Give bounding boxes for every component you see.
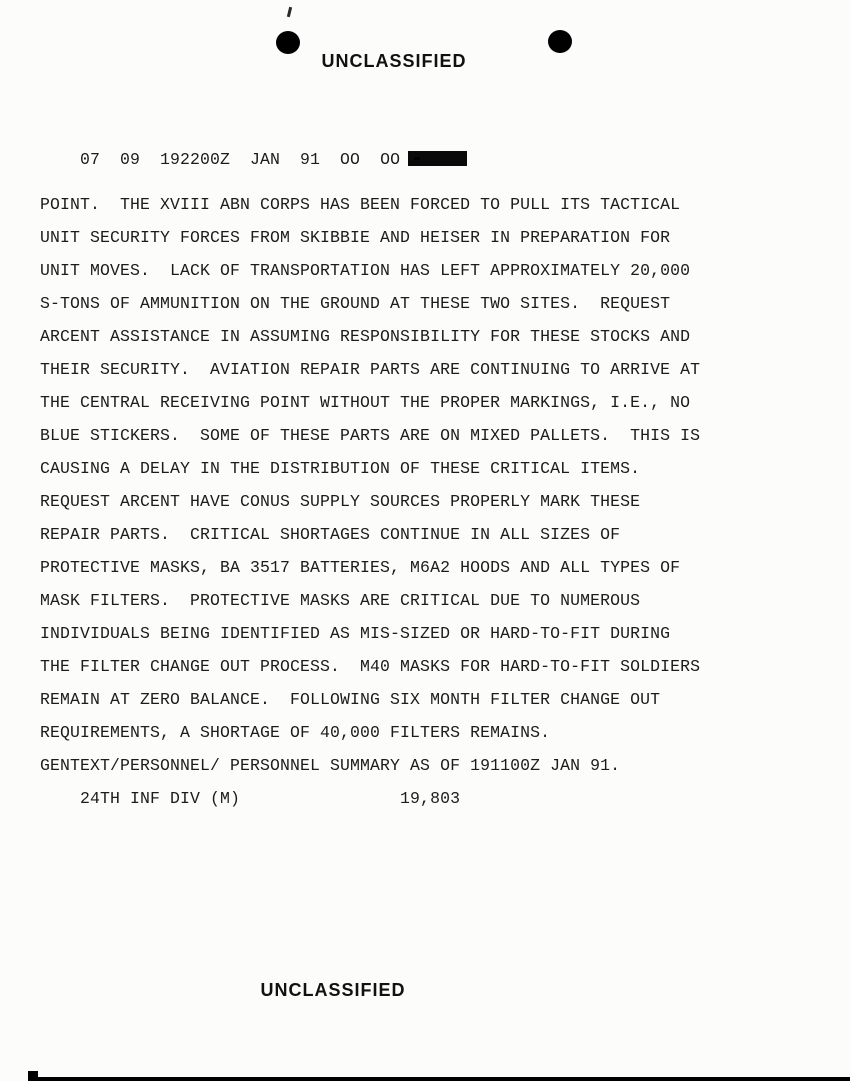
body-line: PROTECTIVE MASKS, BA 3517 BATTERIES, M6A2 HOODS AND ALL TYPES OF: [40, 558, 681, 577]
body-line: REQUIREMENTS, A SHORTAGE OF 40,000 FILTERS REMAINS.: [40, 723, 551, 742]
body-line: 24TH INF DIV (M) 19,803: [40, 789, 461, 808]
body-line: UNIT SECURITY FORCES FROM SKIBBIE AND HEISER IN PREPARATION FOR: [40, 228, 671, 247]
date-line: [40, 131, 467, 188]
body-line: CAUSING A DELAY IN THE DISTRIBUTION OF THESE CRITICAL ITEMS.: [40, 459, 641, 478]
body-line: BLUE STICKERS. SOME OF THESE PARTS ARE ON MIXED PALLETS. THIS IS: [40, 426, 701, 445]
body-line: UNIT MOVES. LACK OF TRANSPORTATION HAS LEFT APPROXIMATELY 20,000: [40, 261, 691, 280]
body-line: THE FILTER CHANGE OUT PROCESS. M40 MASKS FOR HARD-TO-FIT SOLDIERS: [40, 657, 701, 676]
body-line: POINT. THE XVIII ABN CORPS HAS BEEN FORCED TO PULL ITS TACTICAL: [40, 195, 681, 214]
hole-punch-right-icon: [548, 30, 572, 53]
body-line: ARCENT ASSISTANCE IN ASSUMING RESPONSIBILITY FOR THESE STOCKS AND: [40, 327, 691, 346]
body-line: S-TONS OF AMMUNITION ON THE GROUND AT THESE TWO SITES. REQUEST: [40, 294, 671, 313]
body-line: THE CENTRAL RECEIVING POINT WITHOUT THE PROPER MARKINGS, I.E., NO: [40, 393, 691, 412]
hole-punch-left-icon: [276, 31, 300, 54]
scan-artifact: [287, 7, 292, 17]
footer-classification: UNCLASSIFIED: [260, 980, 406, 1000]
redaction-mark: 8888: [408, 151, 467, 166]
date-line-text: 07 09 192200Z JAN 91 OO OO: [80, 150, 401, 169]
body-line: INDIVIDUALS BEING IDENTIFIED AS MIS-SIZED OR HARD-TO-FIT DURING: [40, 624, 671, 643]
scan-bottom-edge: [28, 1077, 850, 1081]
body-line: MASK FILTERS. PROTECTIVE MASKS ARE CRITICAL DUE TO NUMEROUS: [40, 591, 641, 610]
body-line: GENTEXT/PERSONNEL/ PERSONNEL SUMMARY AS OF 191100Z JAN 91.: [40, 756, 621, 775]
document-body: [40, 188, 820, 815]
body-line: REQUEST ARCENT HAVE CONUS SUPPLY SOURCES PROPERLY MARK THESE: [40, 492, 641, 511]
body-line: REMAIN AT ZERO BALANCE. FOLLOWING SIX MONTH FILTER CHANGE OUT: [40, 690, 661, 709]
body-line: REPAIR PARTS. CRITICAL SHORTAGES CONTINUE IN ALL SIZES OF: [40, 525, 621, 544]
body-line: THEIR SECURITY. AVIATION REPAIR PARTS ARE CONTINUING TO ARRIVE AT: [40, 360, 701, 379]
header-classification: UNCLASSIFIED: [321, 51, 467, 71]
